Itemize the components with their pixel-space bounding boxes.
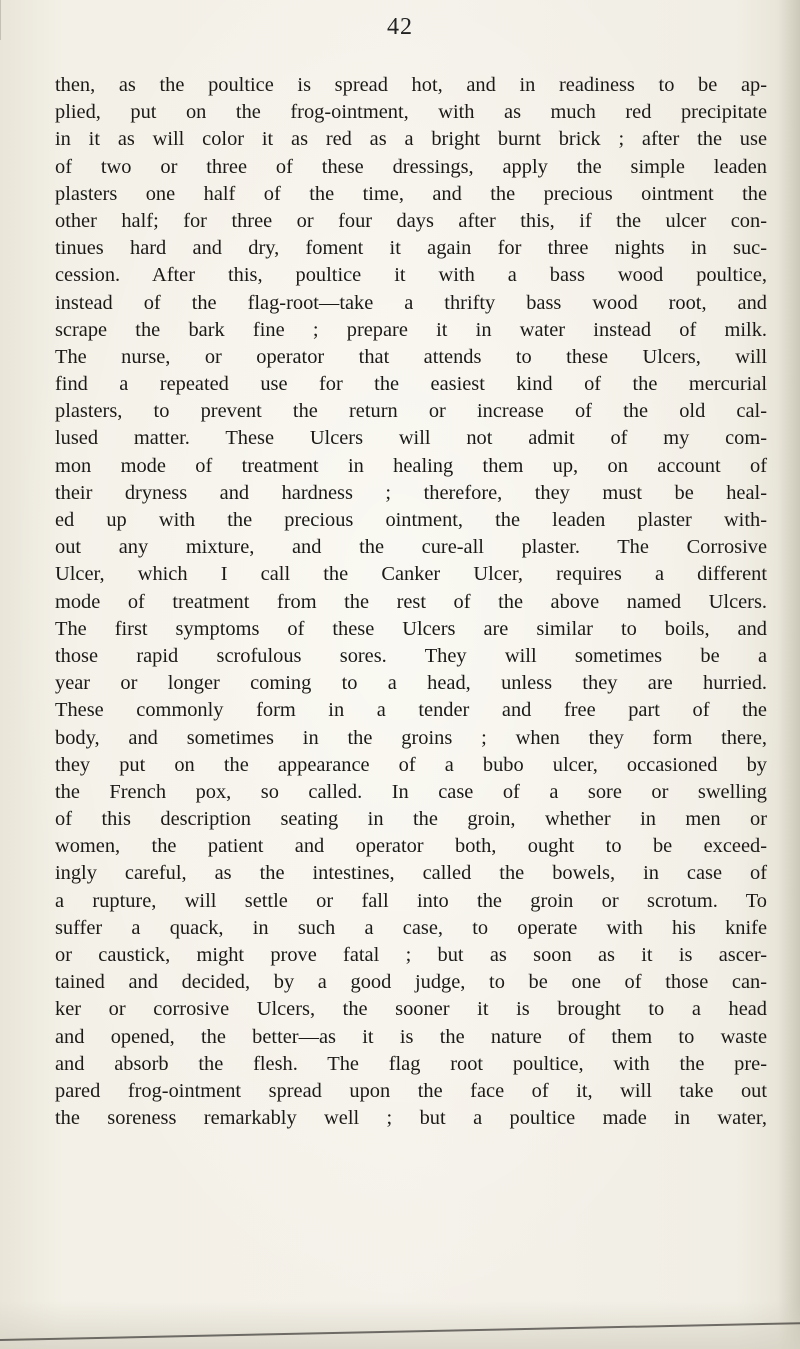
page-edge-shadow <box>778 0 800 1349</box>
text-line: These commonly form in a tender and free part of the <box>55 699 767 722</box>
text-line: scrape the bark fine ; prepare it in water instead of milk. <box>55 318 767 341</box>
text-line: the soreness remarkably well ; but a poultice made in water, <box>55 1107 767 1130</box>
text-line: and opened, the better—as it is the nature of them to waste <box>55 1025 767 1048</box>
page-fold-mark <box>0 0 121 40</box>
text-line: body, and sometimes in the groins ; when they form there, <box>55 726 767 749</box>
text-line: plied, put on the frog-ointment, with as much red precipitate <box>55 101 767 124</box>
text-line: year or longer coming to a head, unless they are hurried. <box>55 672 767 695</box>
text-line: they put on the appearance of a bubo ulcer, occasioned by <box>55 753 767 776</box>
text-line: of this description seating in the groin, whether in men or <box>55 808 767 831</box>
text-line: a rupture, will settle or fall into the groin or scrotum. To <box>55 889 767 912</box>
text-line: instead of the flag-root—take a thrifty bass wood root, and <box>55 291 767 314</box>
text-line: ker or corrosive Ulcers, the sooner it is brought to a head <box>55 998 767 1021</box>
text-line: of two or three of these dressings, apply the simple leaden <box>55 155 767 178</box>
text-line: cession. After this, poultice it with a bass wood poultice, <box>55 264 767 287</box>
text-line: and absorb the flesh. The flag root poultice, with the pre- <box>55 1052 767 1075</box>
body-text <box>55 72 767 1132</box>
text-line: tained and decided, by a good judge, to be one of those can- <box>55 971 767 994</box>
text-line: women, the patient and operator both, ought to be exceed- <box>55 835 767 858</box>
text-line: their dryness and hardness ; therefore, they must be heal- <box>55 481 767 504</box>
text-line: other half; for three or four days after this, if the ulcer con- <box>55 209 767 232</box>
text-line: lused matter. These Ulcers will not admit of my com- <box>55 427 767 450</box>
text-line: plasters one half of the time, and the precious ointment the <box>55 182 767 205</box>
text-line: mon mode of treatment in healing them up, on account of <box>55 454 767 477</box>
text-line: in it as will color it as red as a bright burnt brick ; after the use <box>55 128 767 151</box>
text-line: The nurse, or operator that attends to these Ulcers, will <box>55 345 767 368</box>
text-line: or caustick, might prove fatal ; but as soon as it is ascer- <box>55 944 767 966</box>
text-line: tinues hard and dry, foment it again for three nights in suc- <box>55 237 767 260</box>
page-number: 42 <box>387 14 413 40</box>
text-line: suffer a quack, in such a case, to operate with his knife <box>55 916 767 939</box>
text-line: find a repeated use for the easiest kind of the mercurial <box>55 373 767 396</box>
text-line: ingly careful, as the intestines, called the bowels, in case of <box>55 862 767 885</box>
text-line: the French pox, so called. In case of a sore or swelling <box>55 780 767 803</box>
text-line: mode of treatment from the rest of the above named Ulcers. <box>55 590 767 613</box>
text-line: Ulcer, which I call the Canker Ulcer, requires a different <box>55 563 767 586</box>
text-line: out any mixture, and the cure-all plaster. The Corrosive <box>55 536 767 559</box>
text-line: ed up with the precious ointment, the leaden plaster with- <box>55 509 767 531</box>
text-line: pared frog-ointment spread upon the face of it, will take out <box>55 1079 767 1102</box>
text-line: then, as the poultice is spread hot, and in readiness to be ap- <box>55 74 767 96</box>
text-line: plasters, to prevent the return or increase of the old cal- <box>55 400 767 423</box>
text-line: The first symptoms of these Ulcers are similar to boils, and <box>55 617 767 640</box>
text-line: those rapid scrofulous sores. They will sometimes be a <box>55 644 767 667</box>
